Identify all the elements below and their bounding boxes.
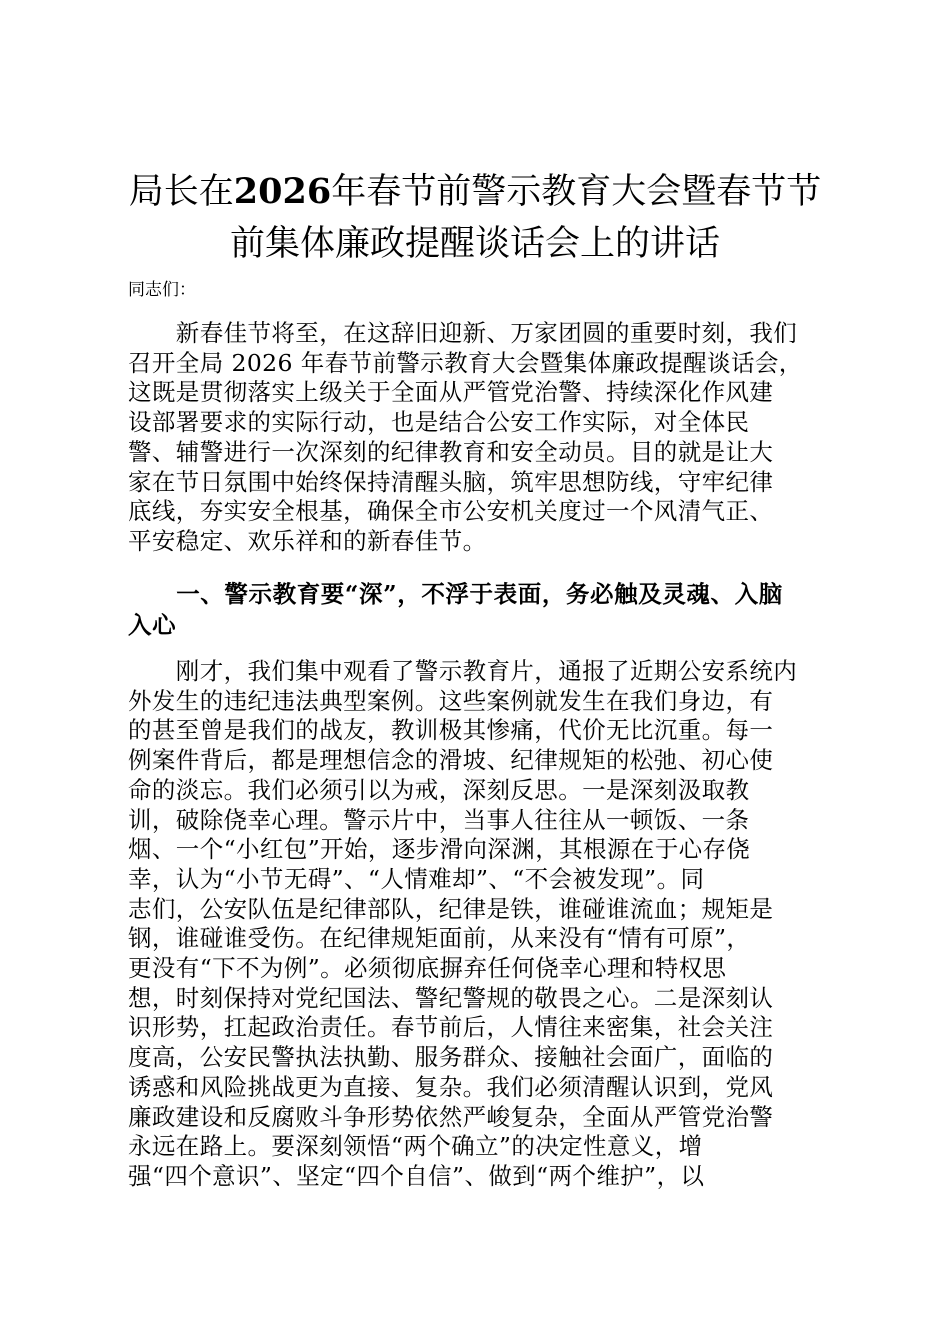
title-line-2	[100, 218, 850, 270]
paragraph-line: 刚才，我们集中观看了警示教育片，通报了近期公安系统内	[128, 657, 798, 685]
paragraph-line: 外发生的违纪违法典型案例。这些案例就发生在我们身边，有	[128, 686, 774, 715]
paragraph-line: 识形势，扛起政治责任。春节前后，人情往来密集，社会关注	[128, 1013, 774, 1042]
paragraph-line: 度高，公安民警执法执勤、服务群众、接触社会面广，面临的	[128, 1043, 774, 1072]
paragraph-line: 幸，认为“小节无碍”、“人情难却”、“不会被发现”。同	[128, 864, 705, 893]
paragraph-line: 廉政建设和反腐败斗争形势依然严峻复杂，全面从严管党治警	[128, 1102, 774, 1131]
paragraph-line: 例案件背后，都是理想信念的滑坡、纪律规矩的松弛、初心使	[128, 746, 774, 775]
paragraph-line: 志们，公安队伍是纪律部队，纪律是铁，谁碰谁流血；规矩是	[128, 894, 774, 923]
section-1-paragraph	[128, 657, 828, 1192]
paragraph-line: 训，破除侥幸心理。警示片中，当事人往往从一顿饭、一条	[128, 805, 750, 834]
paragraph-line: 更没有“下不为例”。必须彻底摒弃任何侥幸心理和特权思	[128, 954, 727, 983]
intro-paragraph	[128, 319, 828, 557]
paragraph-line: 永远在路上。要深刻领悟“两个确立”的决定性意义，增	[128, 1132, 703, 1161]
heading-line: 入心	[128, 611, 177, 639]
salutation: 同志们：	[128, 280, 196, 300]
paragraph-line: 设部署要求的实际行动，也是结合公安工作实际，对全体民	[128, 408, 750, 437]
document-title	[100, 166, 850, 270]
title-text: 前集体廉政提醒谈话会上的讲话	[229, 224, 720, 264]
paragraph-line: 诱惑和风险挑战更为直接、复杂。我们必须清醒认识到，党风	[128, 1072, 774, 1101]
title-line-1	[100, 166, 850, 218]
paragraph-line: 的甚至曾是我们的战友，教训极其惨痛，代价无比沉重。每一	[128, 716, 774, 745]
heading-line: 一、警示教育要“深”，不浮于表面，务必触及灵魂、入脑	[128, 580, 783, 608]
paragraph-line: 钢，谁碰谁受伤。在纪律规矩面前，从来没有“情有可原”，	[128, 924, 751, 953]
section-heading-1	[128, 579, 833, 641]
paragraph-line: 家在节日氛围中始终保持清醒头脑，筑牢思想防线，守牢纪律	[128, 467, 774, 496]
paragraph-line: 想，时刻保持对党纪国法、警纪警规的敬畏之心。二是深刻认	[128, 983, 774, 1012]
title-year: 2026	[233, 171, 332, 212]
paragraph-line: 警、辅警进行一次深刻的纪律教育和安全动员。目的就是让大	[128, 437, 774, 466]
paragraph-line: 召开全局 2026 年春节前警示教育大会暨集体廉政提醒谈话会，	[128, 348, 803, 377]
title-text: 年春节前警示教育大会暨春节节	[331, 172, 822, 212]
paragraph-line: 命的淡忘。我们必须引以为戒，深刻反思。一是深刻汲取教	[128, 775, 750, 804]
paragraph-line: 这既是贯彻落实上级关于全面从严管党治警、持续深化作风建	[128, 378, 774, 407]
paragraph-line: 新春佳节将至，在这辞旧迎新、万家团圆的重要时刻，我们	[128, 319, 798, 347]
title-text: 局长在	[128, 172, 234, 212]
paragraph-line: 强“四个意识”、坚定“四个自信”、做到“两个维护”，以	[128, 1161, 705, 1190]
paragraph-line: 烟、一个“小红包”开始，逐步滑向深渊，其根源在于心存侥	[128, 835, 751, 864]
paragraph-line: 平安稳定、欢乐祥和的新春佳节。	[128, 526, 487, 555]
paragraph-line: 底线，夯实安全根基，确保全市公安机关度过一个风清气正、	[128, 497, 774, 526]
